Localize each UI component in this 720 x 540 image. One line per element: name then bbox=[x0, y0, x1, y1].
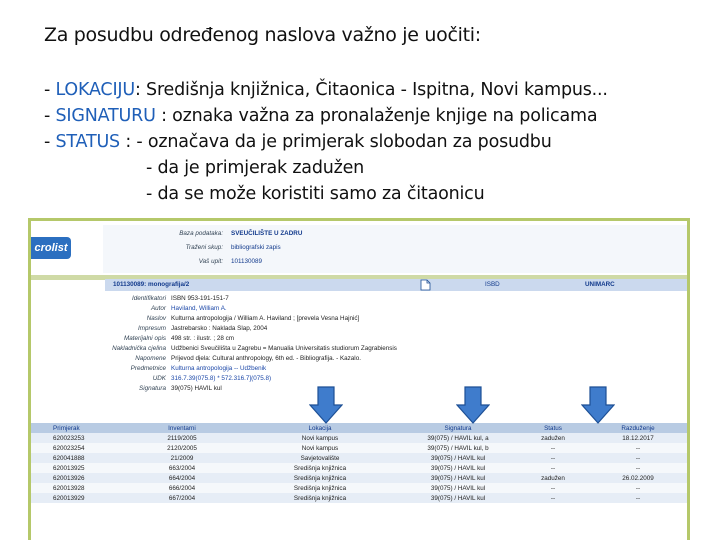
status-sub-reading-room: - da se može koristiti samo za čitaonicu bbox=[146, 184, 485, 204]
title-value: Kulturna antropologija / William A. Haviland ; [prevela Vesna Hajnić] bbox=[171, 315, 360, 322]
table-row[interactable] bbox=[31, 433, 687, 443]
document-icon[interactable] bbox=[415, 279, 435, 291]
col-inventarni: Inventarni bbox=[123, 423, 241, 433]
table-cell: 664/2004 bbox=[123, 473, 241, 483]
table-cell: Novi kampus bbox=[241, 433, 399, 443]
table-cell: Središnja knjižnica bbox=[241, 493, 399, 503]
status-keyword: STATUS bbox=[55, 132, 120, 152]
table-cell: 21/2009 bbox=[123, 453, 241, 463]
database-value[interactable]: SVEUČILIŠTE U ZADRU bbox=[231, 230, 303, 237]
table-cell: -- bbox=[589, 483, 687, 493]
col-signatura: Signatura bbox=[399, 423, 517, 433]
table-row[interactable] bbox=[31, 443, 687, 453]
table-cell: 2120/2005 bbox=[123, 443, 241, 453]
table-cell: 620023253 bbox=[31, 433, 123, 443]
notes-value: Prijevod djela: Cultural anthropology, 6th ed. - Bibliografija. - Kazalo. bbox=[171, 355, 361, 362]
table-cell: 18.12.2017 bbox=[589, 433, 687, 443]
table-cell: -- bbox=[589, 463, 687, 473]
holdings-table bbox=[31, 423, 687, 503]
arrow-down-icon-location bbox=[309, 386, 343, 424]
imprint-value: Jastrebarsko : Naklada Slap, 2004 bbox=[171, 325, 268, 332]
table-cell: 39(075) / HAVIL kul, b bbox=[399, 443, 517, 453]
table-cell: zadužen bbox=[517, 433, 589, 443]
series-value: Udžbenici Sveučilišta u Zagrebu = Manualia Universitatis studiorum Zagrabiensis bbox=[171, 345, 397, 352]
table-cell: 666/2004 bbox=[123, 483, 241, 493]
catalog-screenshot: crolist Baza podataka: SVEUČILIŠTE U ZADRU Traženi skup: bibliografski zapis Vaš upit: 101130089 101130089: monografija/2 ISBD UNIMARC Identifikatori ISBN 953-191-151-7 Autor Haviland, William A. Naslov Kulturna antropologija / William A. Haviland ; [prevela Vesna Hajnić] Impresum Jastrebarsko : Naklada Slap, 2004 Materijalni opis 498 str. : ilustr. ; 28 cm Nakladnička cjelina Udžbenici Sveučilišta u Zagrebu = Manualia Universitatis studiorum Zagrabiensis Napomene Prijevod djela: Cultural anthropology, 6th ed. - Bibliografija. - Kazalo. Predmetnice Kulturna antropologija -- Udžbenik UDK 316.7.39(075.8) * 572.316.7](075.8) Signatura 39(075) HAVIL kul Primjerak Inventarni Lokacija Signatura Status Razduženje 620023253 2119/2005 Novi kampus 39(075) / HAVIL kul, a zadužen 18.12.2017 620023254 2120/2005 Novi kampus 39(075) / HAVIL kul, b -- -- 620041888 21/2009 Savjetovalište 39(075) / HAVIL kul -- -- 620013925 663/2004 Središnja knjižnica 39(075) / HAVIL kul -- -- 620013926 664/2004 Središnja knjižnica 39(075) / HAVIL kul zadužen 26.02.2009 620013928 666/2004 Središnja knjižnica 39(075) / HAVIL kul -- -- 620013929 667/2004 Središnja knjižnica 39(075) / HAVIL kul -- -- bbox=[28, 218, 690, 540]
subject-link[interactable]: Kulturna antropologija -- Udžbenik bbox=[171, 365, 267, 372]
table-cell: -- bbox=[517, 463, 589, 473]
table-row[interactable] bbox=[31, 483, 687, 493]
table-cell: 620013926 bbox=[31, 473, 123, 483]
table-cell: 39(075) / HAVIL kul bbox=[399, 463, 517, 473]
table-cell: 620013929 bbox=[31, 493, 123, 503]
isbn-value: ISBN 953-191-151-7 bbox=[171, 295, 229, 302]
table-row[interactable] bbox=[31, 473, 687, 483]
table-cell: 620041888 bbox=[31, 453, 123, 463]
tab-isbd[interactable]: ISBD bbox=[485, 281, 500, 288]
table-cell: -- bbox=[517, 443, 589, 453]
col-lokacija: Lokacija bbox=[241, 423, 399, 433]
search-context: Baza podataka: SVEUČILIŠTE U ZADRU Traženi skup: bibliografski zapis Vaš upit: 101130089 bbox=[103, 225, 687, 273]
record-number: 101130089: monografija/2 bbox=[113, 281, 190, 288]
table-cell: 39(075) / HAVIL kul bbox=[399, 453, 517, 463]
arrow-down-icon-signature bbox=[456, 386, 490, 424]
status-sub-borrowed: - da je primjerak zadužen bbox=[146, 158, 365, 178]
table-cell: 663/2004 bbox=[123, 463, 241, 473]
table-cell: -- bbox=[589, 453, 687, 463]
location-keyword: LOKACIJU bbox=[55, 80, 135, 100]
table-cell: -- bbox=[517, 483, 589, 493]
table-cell: Središnja knjižnica bbox=[241, 473, 399, 483]
table-row[interactable] bbox=[31, 463, 687, 473]
table-cell: zadužen bbox=[517, 473, 589, 483]
query-value[interactable]: 101130089 bbox=[231, 258, 263, 265]
table-cell: 620013925 bbox=[31, 463, 123, 473]
table-cell: Novi kampus bbox=[241, 443, 399, 453]
bullet-location: - LOKACIJU: Središnja knjižnica, Čitaonica - Ispitna, Novi kampus... bbox=[44, 80, 608, 100]
table-header-row bbox=[31, 423, 687, 433]
table-row[interactable] bbox=[31, 493, 687, 503]
tab-unimarc[interactable]: UNIMARC bbox=[585, 281, 615, 288]
search-set-value[interactable]: bibliografski zapis bbox=[231, 244, 281, 251]
bullet-signature: - SIGNATURU : oznaka važna za pronalaženje knjige na policama bbox=[44, 106, 598, 126]
signature-keyword: SIGNATURU bbox=[55, 106, 156, 126]
table-cell: 39(075) / HAVIL kul bbox=[399, 493, 517, 503]
table-cell: -- bbox=[517, 493, 589, 503]
table-cell: 2119/2005 bbox=[123, 433, 241, 443]
udc-link[interactable]: 316.7.39(075.8) * 572.316.7](075.8) bbox=[171, 375, 272, 382]
record-header bbox=[105, 279, 687, 291]
slide-title: Za posudbu određenog naslova važno je uočiti: bbox=[44, 24, 481, 46]
table-cell: 620023254 bbox=[31, 443, 123, 453]
col-primjerak: Primjerak bbox=[31, 423, 123, 433]
table-row[interactable] bbox=[31, 453, 687, 463]
table-cell: 26.02.2009 bbox=[589, 473, 687, 483]
call-number-value: 39(075) HAVIL kul bbox=[171, 385, 222, 392]
col-razduzenje: Razduženje bbox=[589, 423, 687, 433]
arrow-down-icon-status bbox=[581, 386, 615, 424]
table-cell: 39(075) / HAVIL kul bbox=[399, 483, 517, 493]
table-cell: 39(075) / HAVIL kul bbox=[399, 473, 517, 483]
table-cell: -- bbox=[517, 453, 589, 463]
table-cell: Središnja knjižnica bbox=[241, 463, 399, 473]
table-cell: Savjetovalište bbox=[241, 453, 399, 463]
physical-description-value: 498 str. : ilustr. ; 28 cm bbox=[171, 335, 234, 342]
table-cell: -- bbox=[589, 443, 687, 453]
col-status: Status bbox=[517, 423, 589, 433]
bullet-status: - STATUS : - označava da je primjerak slobodan za posudbu bbox=[44, 132, 552, 152]
table-cell: Središnja knjižnica bbox=[241, 483, 399, 493]
table-cell: -- bbox=[589, 493, 687, 503]
table-cell: 620013928 bbox=[31, 483, 123, 493]
crolist-logo: crolist bbox=[31, 237, 71, 259]
author-link[interactable]: Haviland, William A. bbox=[171, 305, 227, 312]
table-cell: 667/2004 bbox=[123, 493, 241, 503]
table-cell: 39(075) / HAVIL kul, a bbox=[399, 433, 517, 443]
